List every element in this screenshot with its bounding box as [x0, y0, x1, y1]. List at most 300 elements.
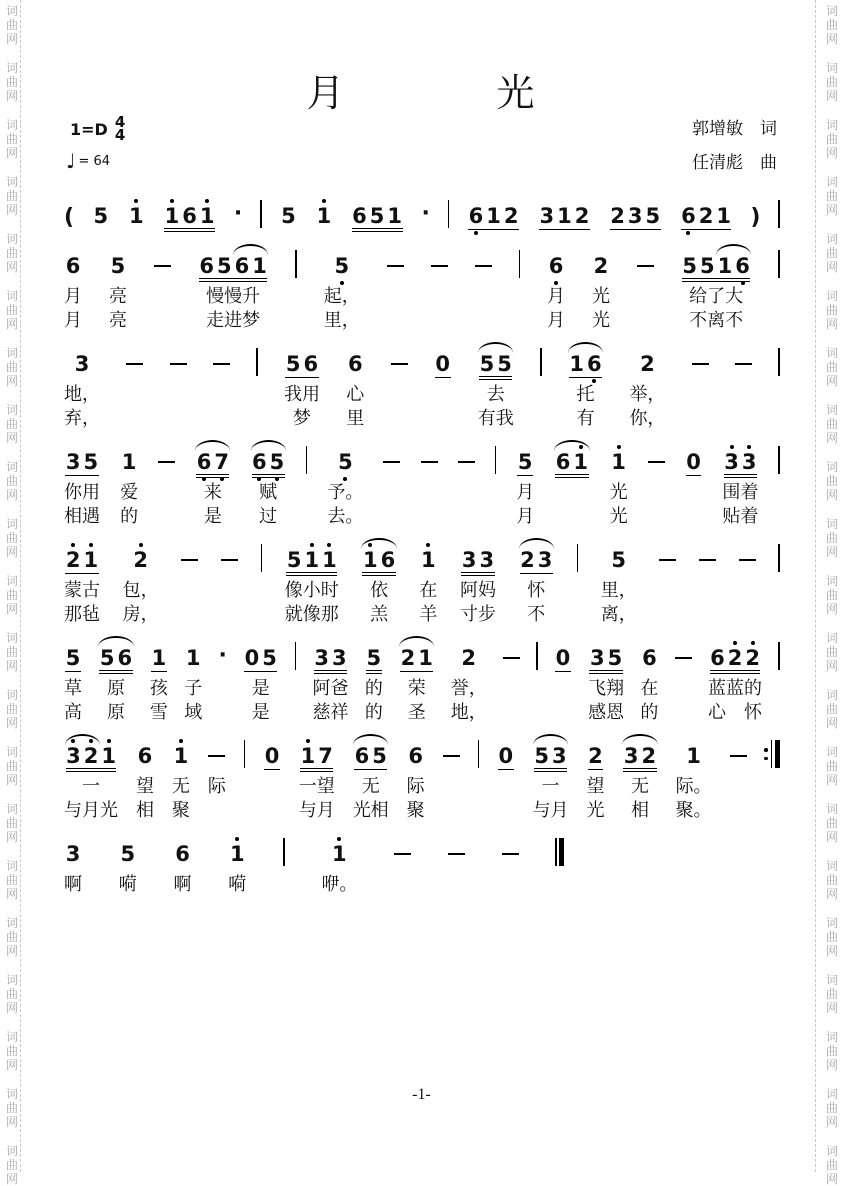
note-column — [208, 728, 226, 822]
note-digit: 1 — [716, 204, 731, 228]
slur-arc — [195, 440, 230, 451]
note-column — [495, 434, 497, 528]
note-group — [365, 648, 383, 676]
note-digit: 1 — [569, 352, 585, 376]
note-column — [327, 434, 363, 528]
lyric-syllable: 起， — [323, 286, 360, 306]
title-char-2: 光 — [496, 73, 537, 115]
note-cell — [184, 630, 202, 676]
lyric-syllable: 原 — [106, 702, 125, 722]
note-digit: 1 — [128, 206, 146, 226]
note-cell — [478, 336, 513, 382]
note-column — [92, 188, 110, 234]
note-digit: 1 — [303, 550, 321, 570]
note-column — [163, 188, 216, 234]
note-column — [321, 826, 357, 896]
note-column — [497, 728, 515, 822]
watermark-group — [3, 859, 21, 901]
octave-dot-below — [340, 281, 344, 285]
note-digit: 5 — [281, 204, 296, 228]
watermark-group — [823, 289, 841, 331]
underline — [366, 673, 382, 675]
note-column — [365, 630, 383, 724]
note-column — [150, 630, 168, 724]
note-column — [577, 532, 579, 626]
underline — [196, 474, 229, 476]
watermark-char: 词 — [5, 175, 18, 189]
watermark-char: 词 — [825, 574, 838, 588]
note-column — [353, 728, 389, 822]
note-cell — [64, 630, 82, 676]
watermark-group — [3, 1144, 21, 1186]
note-column — [536, 630, 538, 724]
watermark-char: 词 — [825, 1087, 838, 1101]
lyric-syllable: 的 — [120, 506, 139, 526]
lyric-syllable: 光 — [586, 800, 605, 820]
note-column — [64, 188, 74, 234]
note-digit: 3 — [723, 452, 741, 472]
duration-dash — [648, 461, 665, 463]
note-cell — [723, 434, 758, 480]
note-column — [778, 336, 780, 430]
note-column — [399, 630, 434, 724]
lyric-syllable: 亮 — [108, 286, 127, 306]
note-cell — [680, 188, 733, 234]
note-column — [750, 188, 760, 234]
note-cell — [261, 532, 263, 578]
note-cell — [692, 336, 709, 382]
lyric-syllable: 原 — [106, 678, 125, 698]
note-column — [256, 336, 258, 430]
watermark-char: 词 — [825, 802, 838, 816]
note-digit: 1 — [610, 452, 628, 472]
watermark-char: 曲 — [5, 246, 18, 260]
note-cell — [699, 532, 716, 578]
note-digit: 6 — [199, 254, 214, 278]
note-digit: 6 — [408, 744, 423, 768]
note-digit: 1 — [331, 844, 349, 864]
title-char-1: 月 — [306, 73, 347, 115]
underline — [286, 572, 337, 574]
note-group — [251, 452, 286, 480]
underline — [252, 474, 285, 476]
octave-dot-above — [235, 837, 239, 841]
watermark-group — [3, 574, 21, 616]
note-cell — [132, 532, 150, 578]
lyric-syllable: 月 — [547, 310, 566, 330]
note-group — [64, 452, 99, 480]
watermark-char: 曲 — [5, 588, 18, 602]
watermark-char: 曲 — [825, 1044, 838, 1058]
note-column — [315, 188, 333, 234]
lyric-syllable: 在 — [640, 678, 659, 698]
duration-dash — [383, 461, 400, 463]
note-cell — [65, 728, 118, 774]
note-digit: 3 — [65, 450, 81, 474]
note-column — [158, 434, 175, 528]
note-cell — [467, 188, 520, 234]
note-group — [184, 648, 202, 676]
note-digit: 1 — [418, 646, 433, 670]
note-cell — [391, 336, 408, 382]
watermark-char: 曲 — [5, 645, 18, 659]
underline — [151, 671, 167, 673]
underline — [610, 229, 661, 231]
barline — [778, 348, 780, 376]
note-digit: 1 — [151, 646, 167, 670]
note-cell — [351, 188, 404, 234]
note-cell — [519, 238, 521, 284]
note-digit: 2 — [744, 648, 762, 668]
open-paren: ( — [64, 205, 75, 230]
lyric-syllable: 无 — [361, 776, 380, 796]
underline — [285, 377, 318, 379]
note-column — [126, 336, 143, 430]
watermark-group — [823, 4, 841, 46]
note-cell — [98, 630, 133, 676]
note-digit: 6 — [347, 352, 363, 376]
lyric-syllable: 那毡 — [64, 604, 100, 624]
watermark-char: 网 — [5, 887, 18, 901]
watermark-char: 网 — [5, 944, 18, 958]
note-cell — [361, 532, 396, 578]
lyric-syllable: 的 — [364, 678, 383, 698]
note-cell — [709, 630, 762, 676]
lyric-syllable: 咿。 — [321, 874, 358, 894]
underline — [710, 673, 761, 675]
underline — [682, 281, 751, 283]
lyric-syllable: 亮 — [108, 310, 127, 330]
lyric-syllable: 相 — [631, 800, 649, 820]
duration-dash — [735, 363, 752, 365]
note-column — [586, 728, 604, 822]
note-cell — [778, 336, 780, 382]
lyric-syllable: 阿爸 — [312, 678, 349, 698]
watermark-char: 网 — [5, 146, 18, 160]
note-cell — [497, 728, 515, 774]
underline — [461, 572, 494, 574]
underline — [555, 671, 571, 673]
note-cell — [448, 188, 450, 234]
watermark-char: 词 — [5, 517, 18, 531]
note-digit: 6 — [195, 452, 213, 472]
note-cell — [502, 826, 519, 872]
watermark-char: 词 — [825, 688, 838, 702]
watermark-char: 词 — [825, 346, 838, 360]
note-digit: 1 — [163, 206, 181, 226]
note-digit: 5 — [607, 646, 623, 670]
note-cell — [150, 630, 168, 676]
watermark-group — [3, 973, 21, 1015]
underline — [314, 670, 347, 672]
note-cell — [685, 434, 703, 480]
octave-dot-above — [747, 445, 751, 449]
note-cell — [421, 434, 438, 480]
underline — [623, 771, 656, 773]
watermark-char: 曲 — [5, 360, 18, 374]
lyric-syllable: 际 — [207, 776, 226, 796]
note-column — [261, 532, 263, 626]
note-column — [394, 826, 411, 896]
note-cell — [554, 630, 572, 676]
underline — [366, 670, 382, 672]
note-cell — [163, 188, 216, 234]
note-group — [73, 354, 91, 382]
octave-dot-above — [306, 739, 310, 743]
note-digit: 2 — [520, 548, 535, 572]
note-cell — [126, 336, 143, 382]
watermark-char: 网 — [825, 1001, 838, 1015]
credits — [692, 112, 777, 180]
note-cell — [383, 434, 400, 480]
note-group — [554, 648, 572, 676]
lyric-syllable: 子 — [184, 678, 203, 698]
note-column — [181, 532, 198, 626]
note-column — [285, 532, 339, 626]
watermark-char: 网 — [825, 146, 838, 160]
lyric-syllable: 月 — [64, 310, 82, 330]
close-paren: ) — [750, 205, 761, 230]
note-group — [399, 648, 434, 676]
watermark-char: 网 — [825, 431, 838, 445]
system — [64, 238, 780, 332]
watermark-char: 网 — [5, 374, 18, 388]
lyric-syllable: 无 — [631, 776, 649, 796]
augmentation-dot: · — [421, 201, 430, 226]
note-column — [680, 188, 733, 234]
underline — [479, 379, 512, 381]
note-group — [538, 206, 591, 234]
note-digit: 5 — [337, 452, 355, 472]
note-group — [353, 746, 388, 774]
watermark-group — [3, 916, 21, 958]
note-column — [64, 434, 100, 528]
lyric-syllable: 寸步 — [460, 604, 496, 624]
lyric-syllable: 啊 — [173, 874, 192, 894]
lyric-syllable: 房， — [122, 604, 159, 624]
note-cell — [109, 238, 127, 284]
underline — [498, 769, 514, 771]
watermark-char: 词 — [5, 1087, 18, 1101]
note-cell — [92, 188, 110, 234]
note-group — [609, 206, 662, 234]
watermark-char: 曲 — [5, 930, 18, 944]
note-cell — [285, 532, 338, 578]
note-cell — [639, 336, 657, 382]
note-group — [119, 844, 137, 872]
note-column — [675, 630, 692, 724]
octave-dot-below — [686, 231, 690, 235]
note-digit: 5 — [99, 646, 115, 670]
note-cell — [136, 728, 154, 774]
lyricist-line: 郭增敏 词 — [692, 119, 777, 138]
barline — [577, 544, 579, 572]
note-column — [213, 336, 230, 430]
note-digit: 5 — [534, 744, 549, 768]
lyric-syllable: 飞翔 — [588, 678, 625, 698]
key-signature — [70, 113, 126, 144]
watermark-char: 曲 — [5, 1101, 18, 1115]
watermark-char: 词 — [825, 517, 838, 531]
barline — [495, 446, 497, 474]
note-digit: 6 — [175, 842, 190, 866]
note-column — [681, 238, 752, 332]
watermark-char: 词 — [5, 802, 18, 816]
duration-dash — [475, 265, 492, 267]
note-column — [778, 188, 780, 234]
lyric-syllable: 有我 — [477, 408, 514, 428]
note-cell — [730, 728, 747, 774]
octave-dot-above — [134, 199, 138, 203]
note-digit: 1 — [252, 254, 267, 278]
underline — [589, 670, 622, 672]
note-column — [184, 630, 202, 724]
note-cell — [346, 336, 364, 382]
composer-line: 任清彪 曲 — [692, 153, 777, 172]
lyric-syllable: 嗬 — [228, 874, 247, 894]
note-cell — [778, 532, 780, 578]
duration-dash — [221, 559, 238, 561]
note-digit: 3 — [623, 744, 639, 768]
underline — [352, 228, 403, 230]
lyric-syllable: 啊 — [64, 874, 82, 894]
watermark-char: 曲 — [825, 531, 838, 545]
note-digit: 2 — [588, 744, 603, 768]
duration-dash — [170, 363, 187, 365]
note-cell — [458, 434, 475, 480]
watermark-group — [3, 346, 21, 388]
note-column — [154, 238, 171, 332]
lyric-syllable: 怀 — [527, 580, 546, 600]
note-digit: 5 — [286, 548, 302, 572]
watermark-char: 网 — [825, 374, 838, 388]
note-cell — [460, 532, 495, 578]
note-cell — [64, 188, 74, 234]
barline — [778, 200, 780, 228]
watermark-char: 词 — [5, 232, 18, 246]
repeat-dot — [764, 748, 768, 752]
watermark-char: 曲 — [5, 474, 18, 488]
watermark-char: 曲 — [5, 759, 18, 773]
note-column — [123, 532, 159, 626]
watermark-char: 词 — [5, 745, 18, 759]
system — [64, 434, 780, 528]
lyric-syllable: 际。 — [675, 776, 712, 796]
note-digit: 2 — [593, 254, 609, 278]
note-group — [120, 452, 138, 480]
note-cell — [778, 188, 780, 234]
note-column — [170, 336, 187, 430]
watermark-char: 网 — [5, 203, 18, 217]
watermark-char: 曲 — [825, 18, 838, 32]
note-digit: 5 — [372, 744, 387, 768]
lyric-syllable: 孩 — [149, 678, 168, 698]
note-digit: 0 — [686, 450, 701, 474]
note-digit: 3 — [65, 746, 83, 766]
underline — [534, 771, 567, 773]
barline — [540, 348, 542, 376]
note-column — [387, 238, 404, 332]
octave-dot-above — [337, 837, 341, 841]
lyric-syllable: 你用 — [64, 482, 100, 502]
note-cell — [315, 188, 333, 234]
note-digit: 1 — [387, 204, 403, 228]
watermark-char: 词 — [5, 460, 18, 474]
note-column — [648, 434, 665, 528]
lyric-syllable: 贴着 — [722, 506, 759, 526]
watermark-char: 曲 — [5, 702, 18, 716]
watermark-char: 网 — [5, 1058, 18, 1072]
lyric-syllable: 爱 — [120, 482, 139, 502]
underline — [589, 673, 622, 675]
note-group — [587, 746, 605, 774]
lyric-syllable: 里， — [600, 580, 637, 600]
note-digit: 1 — [198, 206, 216, 226]
watermark-char: 词 — [825, 175, 838, 189]
duration-dash — [503, 657, 520, 659]
note-digit: 6 — [680, 206, 698, 226]
duration-dash — [181, 559, 198, 561]
note-column — [519, 238, 521, 332]
watermark-char: 词 — [825, 232, 838, 246]
note-cell — [475, 238, 492, 284]
lyric-syllable: 在 — [419, 580, 438, 600]
note-digit: 2 — [82, 746, 100, 766]
repeat-thick-bar — [775, 740, 780, 768]
watermark-group — [3, 289, 21, 331]
barline — [244, 740, 246, 768]
note-group — [568, 354, 603, 382]
note-column — [243, 630, 278, 724]
note-cell — [181, 532, 198, 578]
note-cell — [495, 434, 497, 480]
note-digit: 3 — [65, 842, 81, 866]
lyric-syllable: 高 — [64, 702, 82, 722]
lyric-syllable: 雪 — [149, 702, 168, 722]
note-group — [685, 452, 703, 480]
note-digit: 6 — [380, 548, 396, 572]
watermark-group — [823, 631, 841, 673]
note-column — [629, 336, 665, 430]
note-group — [709, 648, 762, 676]
note-cell — [610, 434, 628, 480]
octave-dot-below — [474, 231, 478, 235]
note-digit: 7 — [318, 744, 333, 768]
underline — [362, 572, 395, 574]
underline — [686, 475, 702, 477]
barline — [778, 446, 780, 474]
note-digit: 6 — [117, 646, 133, 670]
underline — [468, 229, 519, 231]
lyric-syllable: 就像那 — [284, 604, 339, 624]
lyric-syllable: 与月光 — [64, 800, 118, 820]
lyric-syllable: 域 — [184, 702, 203, 722]
note-group — [337, 452, 355, 480]
note-cell — [407, 728, 425, 774]
note-cell — [331, 826, 349, 872]
note-group — [588, 648, 623, 676]
underline — [286, 575, 337, 577]
underline — [623, 768, 656, 770]
note-cell — [592, 238, 610, 284]
watermark-char: 词 — [825, 118, 838, 132]
note-cell — [659, 532, 676, 578]
underline — [681, 229, 732, 231]
note-column — [219, 630, 227, 724]
duration-dash — [158, 461, 175, 463]
note-cell — [516, 434, 534, 480]
lyric-syllable: 来 — [203, 482, 222, 502]
